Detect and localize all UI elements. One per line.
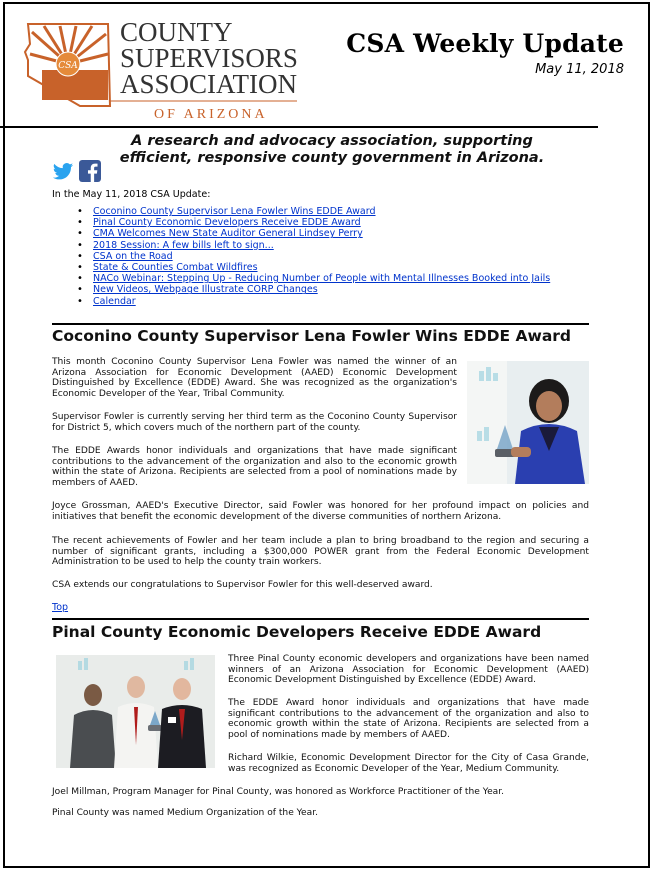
article2-paragraph-5: Pinal County was named Medium Organization of the Year. [52, 808, 318, 818]
toc-item [77, 206, 550, 217]
article1-paragraph-2: Supervisor Fowler is currently serving her third term as the Coconino County Supervisor for District 5, which covers much of the northern part of the county. [52, 412, 457, 433]
twitter-icon[interactable] [52, 160, 74, 182]
logo-line-supervisors: SUPERVISORS [120, 43, 298, 73]
toc-item [77, 296, 550, 307]
section-divider [52, 323, 589, 325]
article-title-fowler: Coconino County Supervisor Lena Fowler Wins EDDE Award [52, 327, 572, 345]
logo-line-association: ASSOCIATION [120, 69, 298, 99]
toc-item [77, 273, 550, 284]
csa-logo [22, 14, 312, 124]
section-divider [52, 618, 589, 620]
toc-link-fowler-award[interactable]: Coconino County Supervisor Lena Fowler Wins EDDE Award [93, 206, 376, 217]
pinal-award-photo [56, 655, 215, 768]
toc-item [77, 240, 550, 251]
article2-paragraph-4: Joel Millman, Program Manager for Pinal County, was honored as Workforce Practitioner of the Year. [52, 787, 505, 797]
newsletter-title: CSA Weekly Update [346, 29, 624, 58]
logo-line-county: COUNTY [120, 17, 233, 47]
article1-paragraph-5: The recent achievements of Fowler and her team include a plan to bring broadband to the region and securing a number of significant grants, including a $300,000 POWER grant from the Federal Economic Development Administration to be used to help the county train workers. [52, 536, 589, 568]
toc-item [77, 251, 550, 262]
fowler-photo [467, 361, 589, 484]
tagline-line-2: efficient, responsive county government in Arizona. [119, 150, 545, 166]
article2-paragraph-1: Three Pinal County economic developers and organizations have been named winners of an Arizona Association for Economic Development (AAED) Economic Development Distinguished by Excellence (EDDE) Award. [228, 654, 589, 686]
toc-link-naco-webinar[interactable]: NACo Webinar: Stepping Up - Reducing Number of People with Mental Illnesses Booked into Jails [93, 273, 551, 285]
article2-paragraph-2: The EDDE Award honor individuals and organizations that have made significant contributions to the advancement of the organization and also to economic growth within the state of Arizona. Recipients are selected from a pool of nominations made by members of AAED. [228, 698, 589, 740]
tagline [52, 133, 612, 167]
toc-link-csa-road[interactable]: CSA on the Road [93, 250, 173, 262]
toc-link-auditor-general[interactable]: CMA Welcomes New State Auditor General Lindsey Perry [93, 228, 363, 240]
toc-item [77, 262, 550, 273]
table-of-contents [77, 206, 550, 307]
toc-link-pinal-award[interactable]: Pinal County Economic Developers Receive EDDE Award [93, 217, 361, 229]
tagline-line-1: A research and advocacy association, supporting [131, 133, 533, 149]
header-divider [0, 126, 598, 128]
toc-item [77, 228, 550, 239]
toc-link-corp-videos[interactable]: New Videos, Webpage Illustrate CORP Changes [93, 284, 318, 296]
logo-line-of-arizona: OF ARIZONA [154, 107, 268, 122]
back-to-top-link[interactable]: Top [52, 602, 69, 613]
article1-paragraph-4: Joyce Grossman, AAED's Executive Director, said Fowler was honored for her profound impact on policies and initiatives that benefit the economic development of the diverse communities of northern Arizona. [52, 501, 589, 522]
toc-link-session-bills[interactable]: 2018 Session: A few bills left to sign... [93, 239, 274, 251]
article1-paragraph-1: This month Coconino County Supervisor Lena Fowler was named the winner of an Arizona Association for Economic Development (AAED) Economic Development Distinguished by Excellence (EDDE) Award. She was recognized as the organization's Economic Developer of the Year, Tribal Community. [52, 357, 457, 399]
toc-item [77, 217, 550, 228]
svg-text:CSA: CSA [58, 61, 78, 71]
toc-link-wildfires[interactable]: State & Counties Combat Wildfires [93, 262, 258, 274]
article2-paragraph-3: Richard Wilkie, Economic Development Director for the City of Casa Grande, was recognized as Economic Developer of the Year, Medium Community. [228, 753, 589, 774]
article1-paragraph-3: The EDDE Awards honor individuals and organizations that have made significant contributions to the advancement of the organization and also to the economic growth within the state of Arizona. Recipients are selected from a pool of nominations made by members of AAED. [52, 446, 457, 488]
facebook-icon[interactable] [79, 160, 101, 182]
toc-item [77, 284, 550, 295]
article1-paragraph-6: CSA extends our congratulations to Supervisor Fowler for this well-deserved award. [52, 580, 433, 590]
update-intro: In the May 11, 2018 CSA Update: [52, 189, 211, 200]
arizona-sunburst-icon [25, 24, 110, 106]
issue-date: May 11, 2018 [535, 62, 624, 77]
article-title-pinal: Pinal County Economic Developers Receive EDDE Award [52, 623, 542, 641]
toc-link-calendar[interactable]: Calendar [93, 295, 136, 307]
